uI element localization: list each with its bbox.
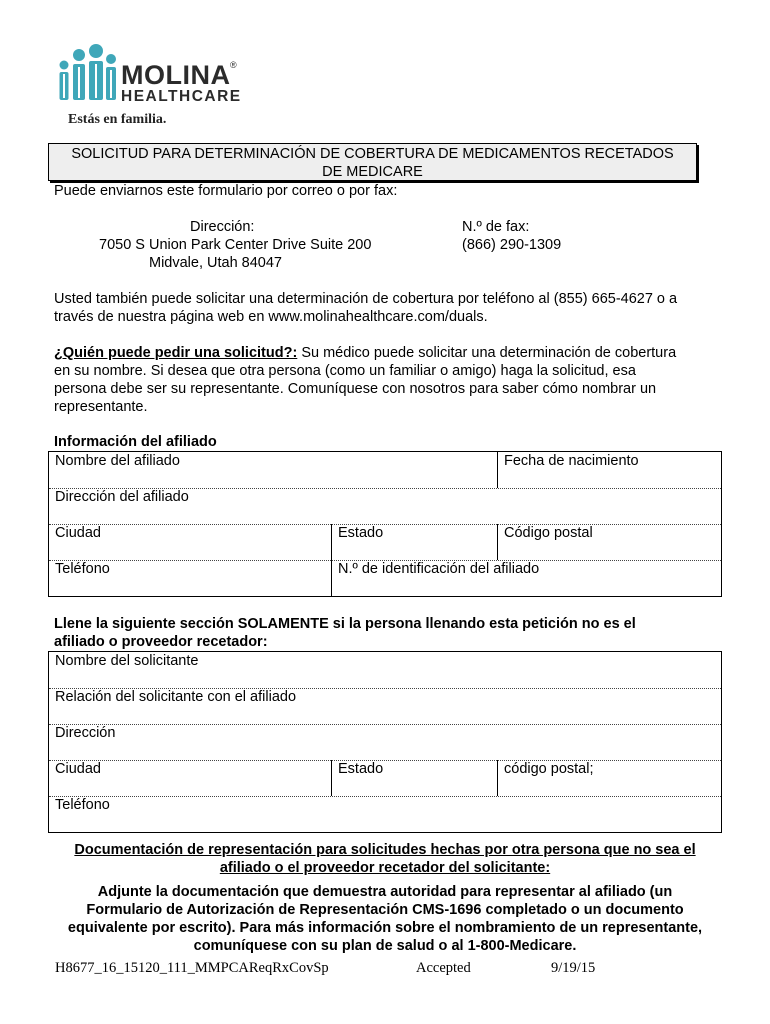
member-col-divider: [497, 524, 498, 560]
member-row-divider: [49, 524, 721, 525]
representation-body-line3: equivalente por escrito). Para más información sobre el nombramiento de un representante,: [67, 920, 703, 936]
requester-city-field[interactable]: Ciudad: [55, 761, 101, 777]
member-zip-field[interactable]: Código postal: [504, 525, 593, 541]
member-name-field[interactable]: Nombre del afiliado: [55, 453, 180, 469]
requester-col-divider: [331, 760, 332, 796]
footer-date: 9/19/15: [551, 960, 596, 976]
requester-state-field[interactable]: Estado: [338, 761, 384, 777]
form-title-line2: DE MEDICARE: [322, 164, 423, 180]
requester-name-field[interactable]: Nombre del solicitante: [55, 653, 199, 669]
who-paragraph-line2: en su nombre. Si desea que otra persona (como un familiar o amigo) haga la solicitud, esa: [54, 363, 636, 379]
phone-paragraph-line1: Usted también puede solicitar una determinación de cobertura por teléfono al (855) 665-4627 o a: [54, 291, 678, 307]
member-col-divider: [331, 524, 332, 596]
footer-status: Accepted: [416, 960, 471, 976]
molina-logo: [55, 42, 245, 132]
representation-body-line2: Formulario de Autorización de Representación CMS-1696 completado o un documento: [86, 902, 684, 918]
requester-info-table: [48, 651, 722, 833]
fax-label: N.º de fax:: [462, 219, 530, 235]
member-city-field[interactable]: Ciudad: [55, 525, 101, 541]
footer-form-code: H8677_16_15120_111_MMPCAReqRxCovSp: [55, 960, 329, 976]
brand-name: MOLINA: [121, 60, 231, 90]
registered-mark: ®: [230, 60, 237, 70]
form-title-box: [48, 143, 697, 181]
representation-body-line1: Adjunte la documentación que demuestra autoridad para representar al afiliado (un: [97, 884, 673, 900]
requester-address-field[interactable]: Dirección: [55, 725, 116, 741]
fax-number: (866) 290-1309: [462, 237, 562, 253]
who-paragraph-line1: [54, 345, 676, 361]
member-address-field[interactable]: Dirección del afiliado: [55, 489, 189, 505]
requester-heading-line1: Llene la siguiente sección SOLAMENTE si la persona llenando esta petición no es el: [54, 616, 636, 632]
member-phone-field[interactable]: Teléfono: [55, 561, 110, 577]
requester-col-divider: [497, 760, 498, 796]
member-info-table: [48, 451, 722, 597]
brand-subtitle: HEALTHCARE: [121, 88, 242, 105]
who-heading: ¿Quién puede pedir una solicitud?:: [54, 345, 298, 361]
requester-row-divider: [49, 760, 721, 761]
member-col-divider: [497, 452, 498, 488]
address-line1: 7050 S Union Park Center Drive Suite 200: [99, 237, 372, 253]
who-paragraph-line3: persona debe ser su representante. Comuníquese con nosotros para saber cómo nombrar un: [54, 381, 657, 397]
phone-paragraph-line2: través de nuestra página web en www.molinahealthcare.com/duals.: [54, 309, 488, 325]
intro-text: Puede enviarnos este formulario por correo o por fax:: [54, 183, 398, 199]
requester-relation-field[interactable]: Relación del solicitante con el afiliado: [55, 689, 297, 705]
representation-body-line4: comuníquese con su plan de salud o al 1-800-Medicare.: [193, 938, 577, 954]
requester-zip-field[interactable]: código postal;: [504, 761, 594, 777]
address-line2: Midvale, Utah 84047: [149, 255, 282, 271]
who-paragraph-line4: representante.: [54, 399, 148, 415]
representation-heading-line2: afiliado o el proveedor recetador del solicitante:: [219, 860, 551, 876]
requester-phone-field[interactable]: Teléfono: [55, 797, 110, 813]
requester-row-divider: [49, 724, 721, 725]
who-line1-rest: Su médico puede solicitar una determinación de cobertura: [297, 345, 677, 361]
address-label: Dirección:: [190, 219, 255, 235]
member-id-field[interactable]: N.º de identificación del afiliado: [338, 561, 540, 577]
brand-tagline: Estás en familia.: [68, 112, 167, 127]
requester-row-divider: [49, 796, 721, 797]
representation-heading-line1: Documentación de representación para solicitudes hechas por otra persona que no sea el: [74, 842, 696, 858]
family-figures-icon: [55, 42, 119, 102]
member-dob-field[interactable]: Fecha de nacimiento: [504, 453, 639, 469]
member-state-field[interactable]: Estado: [338, 525, 384, 541]
form-title-line1: SOLICITUD PARA DETERMINACIÓN DE COBERTURA DE MEDICAMENTOS RECETADOS: [71, 146, 674, 162]
member-section-heading: Información del afiliado: [54, 434, 217, 450]
requester-heading-line2: afiliado o proveedor recetador:: [54, 634, 268, 650]
